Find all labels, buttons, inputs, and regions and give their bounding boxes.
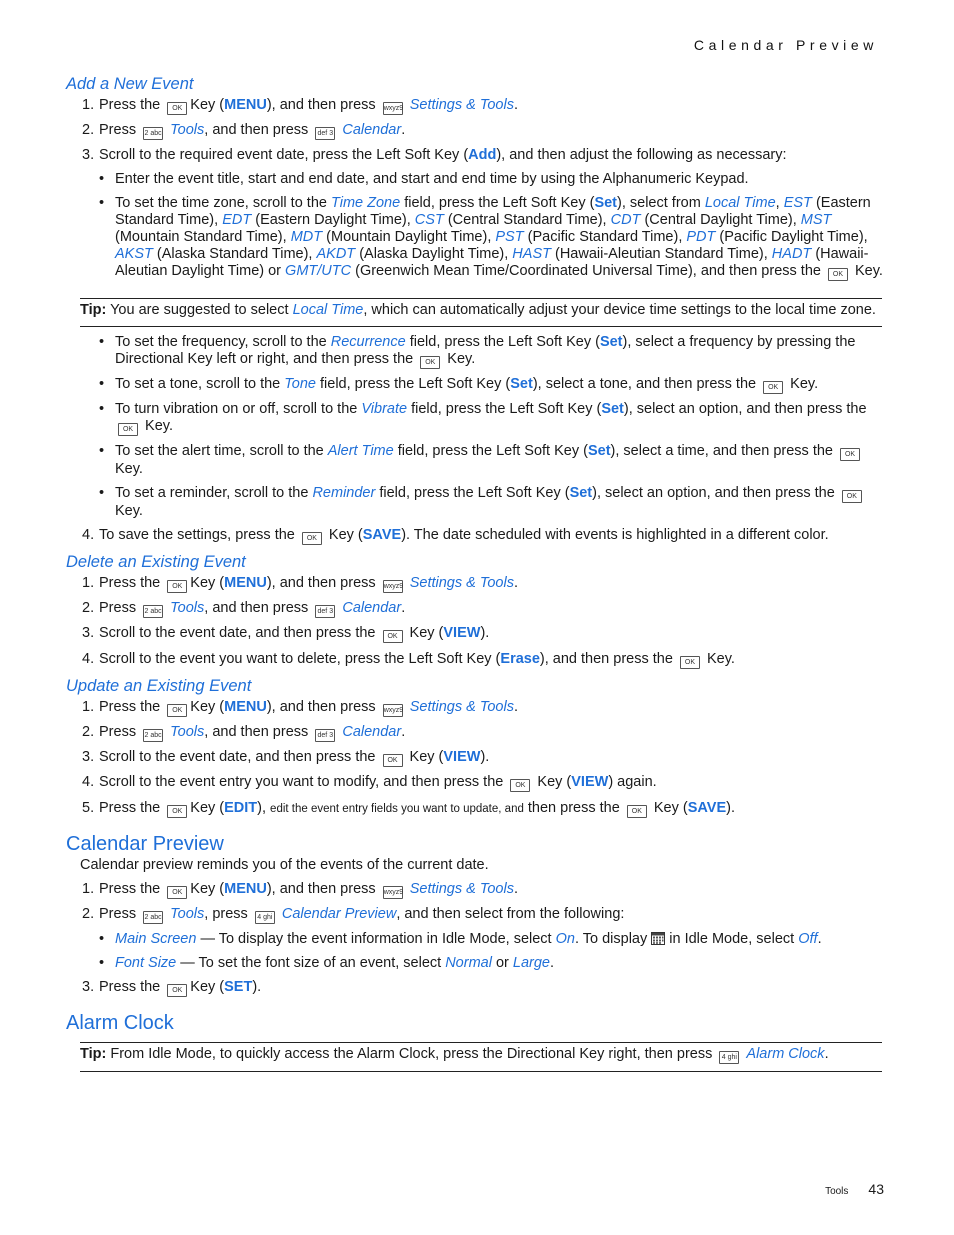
add-bullet-reminder: • To set a reminder, scroll to the Reminder field, press the Left Soft Key (Set), select an option, and then press the OK Key.: [66, 485, 886, 520]
add-step-2: 2. Press 2 abc Tools, and then press def 3 Calendar.: [82, 122, 406, 138]
delete-step-3: 3. Scroll to the event date, and then press the OK Key (VIEW).: [82, 625, 490, 641]
add-step-4: 4. To save the settings, press the OK Key (SAVE). The date scheduled with events is highlighted in a different color.: [82, 527, 829, 543]
add-bullet-timezone: • To set the time zone, scroll to the Time Zone field, press the Left Soft Key (Set), select from Local Time, EST (Eastern Standard Time), EDT (Eastern Daylight Time), CST (Central Standard Time), CDT (Central Daylight Time), MST (Mountain Standard Time), MDT (Mountain Daylight Time), PST (Pacific Standard Time), PDT (Pacific Daylight Time), AKST (Alaska Standard Time), AKDT (Alaska Daylight Time), HAST (Hawaii-Aleutian Standard Time), HADT (Hawaii-Aleutian Daylight Time) or GMT/UTC (Greenwich Mean Time/Coordinated Universal Time), and then press the OK Key.: [99, 195, 883, 279]
ok-key-icon: OK: [118, 423, 138, 436]
ok-key-icon: OK: [842, 490, 862, 503]
update-step-3: 3. Scroll to the event date, and then press the OK Key (VIEW).: [82, 749, 490, 765]
delete-step-2: 2. Press 2 abc Tools, and then press def 3 Calendar.: [82, 600, 406, 616]
page-number: 43: [868, 1181, 884, 1197]
update-step-4: 4. Scroll to the event entry you want to modify, and then press the OK Key (VIEW) again.: [82, 774, 657, 790]
ok-key-icon: OK: [383, 754, 403, 767]
key-4-icon: 4 ghi: [719, 1051, 739, 1064]
alarm-clock-heading: Alarm Clock: [66, 1012, 174, 1034]
update-step-5: 5. Press the OK Key (EDIT), edit the event entry fields you want to update, and then press the OK Key (SAVE).: [82, 800, 735, 816]
tip-box-local-time: Tip: You are suggested to select Local Time, which can automatically adjust your device time settings to the local time zone.: [80, 298, 882, 327]
preview-step-1: 1. Press the OK Key (MENU), and then press wxyz9 Settings & Tools.: [82, 881, 518, 897]
add-bullet-tone: • To set a tone, scroll to the Tone field, press the Left Soft Key (Set), select a tone, and then press the OK Key.: [99, 376, 819, 392]
running-header: Calendar Preview: [693, 37, 878, 53]
key-2-icon: 2 abc: [143, 729, 163, 742]
key-9-icon: wxyz9: [383, 580, 403, 593]
preview-bullet-main-screen: • Main Screen — To display the event information in Idle Mode, select On. To display in Idle Mode, select Off.: [99, 931, 822, 947]
key-9-icon: wxyz9: [383, 102, 403, 115]
add-bullet-alert: • To set the alert time, scroll to the Alert Time field, press the Left Soft Key (Set), select a time, and then press the OK Key.: [66, 443, 886, 478]
key-3-icon: def 3: [315, 605, 335, 618]
ok-key-icon: OK: [510, 779, 530, 792]
ok-key-icon: OK: [840, 448, 860, 461]
add-bullet-frequency: • To set the frequency, scroll to the Recurrence field, press the Left Soft Key (Set), select a frequency by pressing the Directional Key left or right, and then press the OK Key.: [99, 334, 856, 367]
key-2-icon: 2 abc: [143, 911, 163, 924]
add-step-1: 1. Press the OK Key (MENU), and then press wxyz9 Settings & Tools.: [82, 97, 518, 113]
ok-key-icon: OK: [828, 268, 848, 281]
preview-step-2: 2. Press 2 abc Tools, press 4 ghi Calendar Preview, and then select from the following:: [82, 906, 625, 922]
footer-section: Tools: [825, 1186, 849, 1197]
ok-key-icon: OK: [383, 630, 403, 643]
ok-key-icon: OK: [167, 805, 187, 818]
ok-key-icon: OK: [420, 356, 440, 369]
key-4-icon: 4 ghi: [255, 911, 275, 924]
calendar-preview-heading: Calendar Preview: [66, 833, 224, 855]
tip-box-alarm-clock: Tip: From Idle Mode, to quickly access the Alarm Clock, press the Directional Key right, then press 4 ghi Alarm Clock.: [80, 1042, 882, 1072]
add-bullet-vibrate: • To turn vibration on or off, scroll to the Vibrate field, press the Left Soft Key (Set), select an option, and then press the OK Key.: [99, 401, 867, 434]
page-footer: [825, 1181, 884, 1200]
ok-key-icon: OK: [680, 656, 700, 669]
key-3-icon: def 3: [315, 127, 335, 140]
add-bullet-title: • Enter the event title, start and end date, and start and end time by using the Alphanumeric Keypad.: [99, 171, 749, 187]
ok-key-icon: OK: [763, 381, 783, 394]
ok-key-icon: OK: [627, 805, 647, 818]
page-content: [66, 74, 886, 1072]
ok-key-icon: OK: [167, 886, 187, 899]
ok-key-icon: OK: [167, 704, 187, 717]
preview-bullet-font-size: • Font Size — To set the font size of an event, select Normal or Large.: [99, 955, 555, 971]
update-step-1: 1. Press the OK Key (MENU), and then press wxyz9 Settings & Tools.: [82, 699, 518, 715]
key-2-icon: 2 abc: [143, 127, 163, 140]
key-9-icon: wxyz9: [383, 704, 403, 717]
preview-step-3: 3. Press the OK Key (SET).: [82, 979, 262, 995]
calendar-preview-intro: Calendar preview reminds you of the events of the current date.: [80, 857, 489, 873]
add-step-3: 3. Scroll to the required event date, press the Left Soft Key (Add), and then adjust the following as necessary:: [82, 147, 787, 163]
key-9-icon: wxyz9: [383, 886, 403, 899]
ok-key-icon: OK: [167, 580, 187, 593]
update-step-2: 2. Press 2 abc Tools, and then press def 3 Calendar.: [82, 724, 406, 740]
ok-key-icon: OK: [167, 984, 187, 997]
key-2-icon: 2 abc: [143, 605, 163, 618]
delete-step-1: 1. Press the OK Key (MENU), and then press wxyz9 Settings & Tools.: [82, 575, 518, 591]
ok-key-icon: OK: [302, 532, 322, 545]
ok-key-icon: OK: [167, 102, 187, 115]
delete-event-heading: Delete an Existing Event: [66, 553, 246, 571]
key-3-icon: def 3: [315, 729, 335, 742]
add-event-heading: Add a New Event: [66, 75, 194, 93]
calendar-icon: [651, 932, 665, 945]
update-event-heading: Update an Existing Event: [66, 677, 252, 695]
delete-step-4: 4. Scroll to the event you want to delete, press the Left Soft Key (Erase), and then press the OK Key.: [82, 651, 735, 667]
